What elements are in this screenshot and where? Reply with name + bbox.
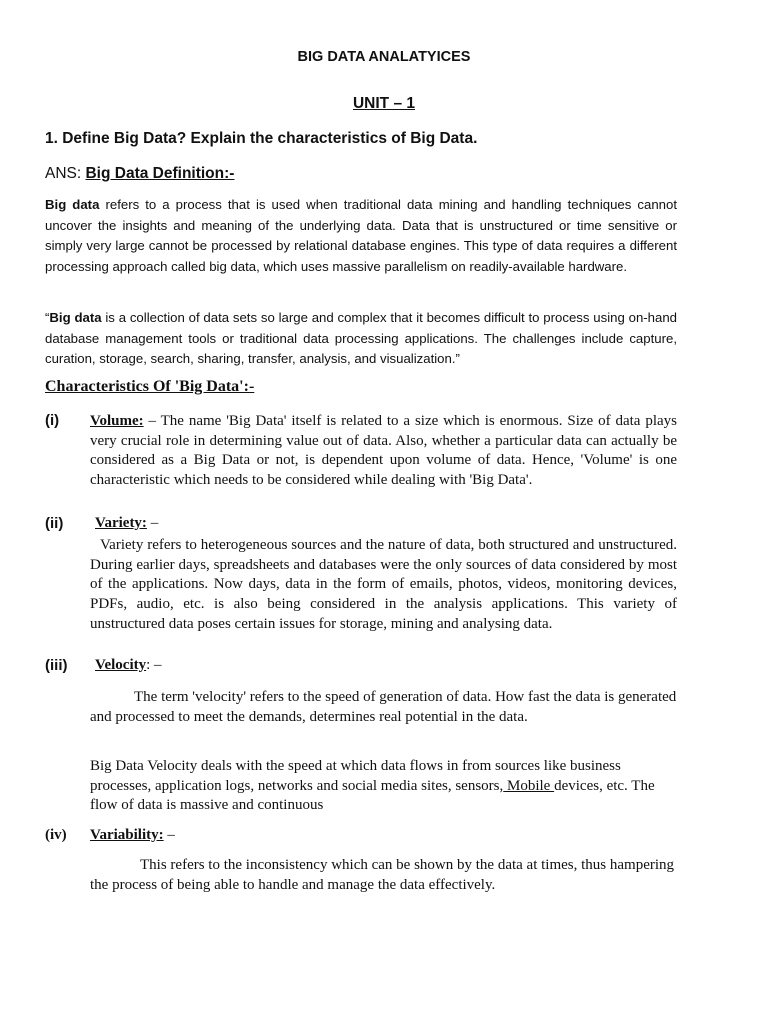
velocity-term-line <box>95 657 162 674</box>
variability-term-suffix: – <box>163 827 175 843</box>
question-heading: 1. Define Big Data? Explain the characteristics of Big Data. <box>45 130 478 147</box>
volume-term: Volume: <box>90 413 144 429</box>
volume-term-suffix: – <box>143 413 161 429</box>
velocity-text-2a: Big Data Velocity deals with the speed at which data flows in from sources like business processes, application logs, networks and social media sites, sensors, <box>90 758 621 794</box>
variety-text: Variety refers to heterogeneous sources and the nature of data, both structured and unstructured. During earlier days, spreadsheets and databases were the only sources of data considered by most of the applications. Now days, data in the form of emails, photos, videos, monitoring devices, PDFs, audio, etc. is also being considered in the analysis applications. This variety of unstructured data poses certain issues for storage, mining and analysing data. <box>90 537 677 632</box>
item-marker: (ii) <box>45 515 64 532</box>
document-title: BIG DATA ANALATYICES <box>297 49 471 65</box>
term-big-data: Big data <box>49 310 102 325</box>
variability-text: This refers to the inconsistency which can be shown by the data at times, thus hampering the process of being able to handle and manage the data effectively. <box>90 857 675 893</box>
volume-item-body <box>90 412 677 491</box>
paragraph-text: refers to a process that is used when traditional data mining and handling techniques cannot uncover the insights and meaning of the underlying data. Data that is unstructured or time sensitive or simply very large cannot be processed by relational database engines. This type of data requires a different processing approach called big data, which uses massive parallelism on readily-available hardware. <box>45 197 678 274</box>
term-big-data: Big data <box>45 197 100 212</box>
item-marker: (iv) <box>45 827 67 843</box>
variability-term-line <box>90 827 175 844</box>
definition-paragraph-1 <box>45 195 677 277</box>
variety-term-line <box>95 515 158 532</box>
definition-paragraph-2 <box>45 308 677 370</box>
variety-term: Variety: <box>95 515 147 531</box>
answer-subheading: Big Data Definition:- <box>85 165 235 182</box>
variability-term: Variability: <box>90 827 164 843</box>
velocity-text-2b: devices, etc. The flow of data is massive and continuous <box>90 777 655 814</box>
velocity-term-suffix: : – <box>146 657 162 673</box>
answer-prefix: ANS: <box>45 165 86 182</box>
volume-text: The name 'Big Data' itself is related to a size which is enormous. Size of data plays very crucial role in determining value out of data. Also, whether a particular data can actually be considered as a Big Data or not, is dependent upon volume of data. Hence, 'Volume' is one characteristic which needs to be considered while dealing with 'Big Data'. <box>90 413 677 489</box>
mobile-link[interactable]: Mobile <box>503 777 555 794</box>
open-quote: “ <box>45 310 50 325</box>
variety-term-suffix: – <box>146 515 159 531</box>
velocity-term: Velocity <box>95 657 147 673</box>
answer-heading <box>45 165 234 183</box>
paragraph-text: is a collection of data sets so large and complex that it becomes difficult to process using on-hand database management tools or traditional data processing applications. The challenges include capture, curation, storage, search, sharing, transfer, analysis, and visualization.” <box>45 310 678 366</box>
unit-heading: UNIT – 1 <box>352 95 415 112</box>
characteristics-heading: Characteristics Of 'Big Data':- <box>45 378 255 395</box>
velocity-text: The term 'velocity' refers to the speed of generation of data. How fast the data is generated and processed to meet the demands, determines real potential in the data. <box>90 689 677 725</box>
velocity-text-2 <box>90 757 677 816</box>
item-marker: (iii) <box>45 657 68 674</box>
item-marker: (i) <box>45 412 60 429</box>
